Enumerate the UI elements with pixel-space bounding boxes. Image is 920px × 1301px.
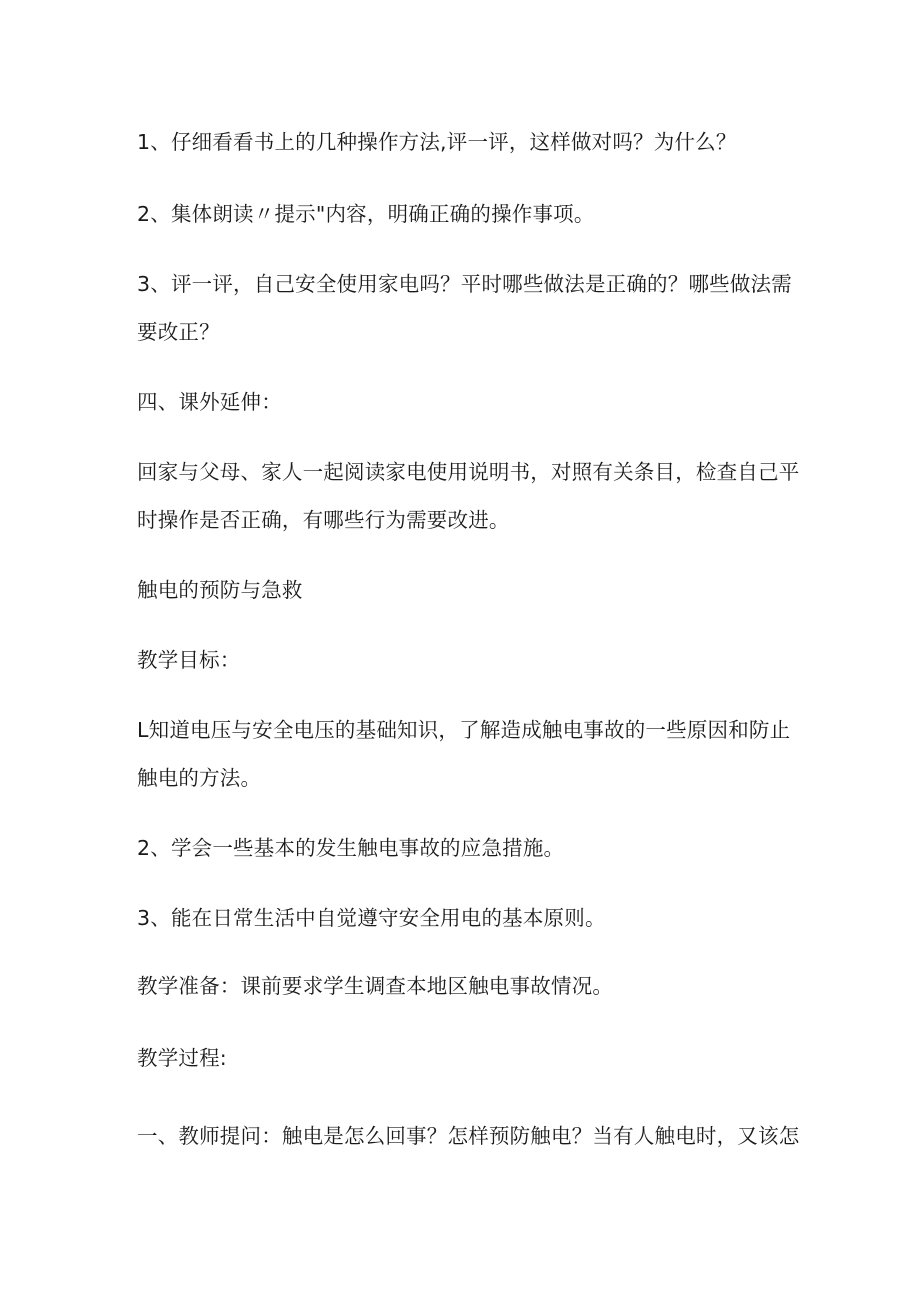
process-item-1 — [137, 1112, 800, 1160]
paragraph-item-2 — [137, 190, 797, 238]
paragraph-line: 1、仔细看看书上的几种操作方法,评一评，这样做对吗？为什么？ — [137, 130, 737, 154]
paragraph-line: 触电的方法。 — [137, 766, 262, 790]
paragraph-line: 时操作是否正确，有哪些行为需要改进。 — [137, 508, 510, 532]
objective-item-3 — [137, 894, 797, 942]
paragraph-line: 四、课外延伸： — [137, 390, 282, 414]
paragraph-line: 2、集体朗读〃提示"内容，明确正确的操作事项。 — [137, 202, 595, 226]
teaching-preparation — [137, 962, 797, 1010]
section-heading-extension — [137, 378, 797, 426]
objective-item-1 — [137, 706, 797, 802]
paragraph-item-1 — [137, 118, 797, 166]
paragraph-line: 一、教师提问：触电是怎么回事？怎样预防触电？当有人触电时，又该怎 — [137, 1124, 800, 1148]
paragraph-line: 要改正？ — [137, 320, 220, 344]
paragraph-line: 教学准备：课前要求学生调查本地区触电事故情况。 — [137, 974, 614, 998]
paragraph-line: 3、评一评，自己安全使用家电吗？平时哪些做法是正确的？哪些做法需 — [137, 272, 792, 296]
paragraph-home-reading — [137, 448, 800, 544]
paragraph-line: 教学目标： — [137, 648, 241, 672]
paragraph-line: 触电的预防与急救 — [137, 578, 303, 602]
paragraph-item-3 — [137, 260, 797, 356]
paragraph-line: 教学过程: — [137, 1046, 227, 1070]
section-heading-process — [137, 1034, 797, 1082]
objective-item-2 — [137, 824, 797, 872]
lesson-title — [137, 566, 797, 614]
paragraph-line: L知道电压与安全电压的基础知识，了解造成触电事故的一些原因和防止 — [137, 718, 791, 742]
paragraph-line: 3、能在日常生活中自觉遵守安全用电的基本原则。 — [137, 906, 606, 930]
section-heading-objectives — [137, 636, 797, 684]
paragraph-line: 回家与父母、家人一起阅读家电使用说明书，对照有关条目，检查自己平 — [137, 460, 800, 484]
paragraph-line: 2、学会一些基本的发生触电事故的应急措施。 — [137, 836, 565, 860]
